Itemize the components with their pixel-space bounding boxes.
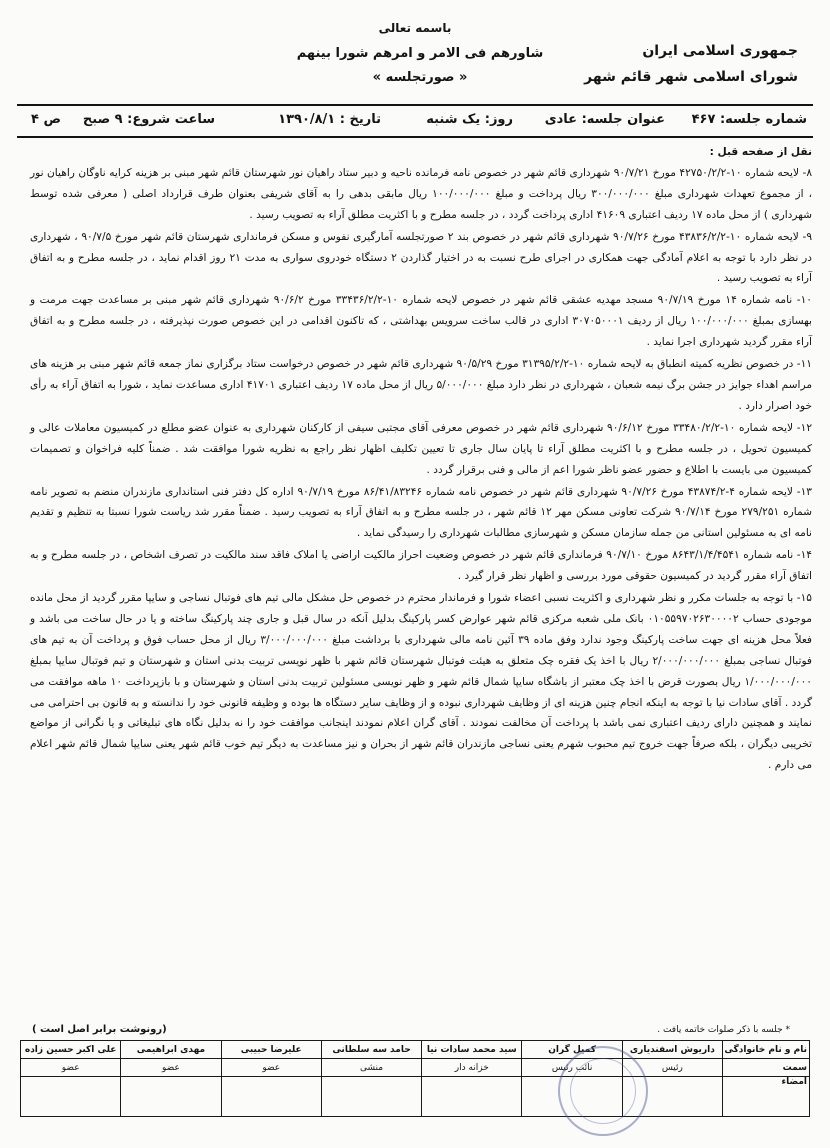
signature-cell bbox=[221, 1077, 321, 1117]
meeting-start-time: ساعت شروع: ۹ صبح bbox=[82, 112, 215, 127]
meeting-number: شماره جلسه: ۴۶۷ bbox=[691, 112, 807, 127]
meeting-day: روز: یک شنبه bbox=[426, 112, 513, 127]
label-name: نام و نام خانوادگی bbox=[723, 1041, 810, 1059]
page-number: ص ۴ bbox=[31, 112, 61, 127]
label-role: سمت bbox=[723, 1059, 810, 1077]
member-name: کمیل گران bbox=[522, 1041, 622, 1059]
item-13: ۱۳- لایحه شماره ۴-۴۳۸۷۴/۲ مورخ ۹۰/۷/۲۶ شهرداری قائم شهر در خصوص نامه شماره ۸۶/۴۱/۸۳۲۴۶ مورخ ۹۰/۷/۱۹ اداره کل دفتر فنی استانداری مازندران منضم به تصویر نامه شماره ۲۷۹/۲۵۱ مورخ ۹۰/۷/۱۴ شرکت تعاونی مسکن مهر ۱۲ قائم شهر ، در جلسه مطرح و به اتفاق آراء به تصویب رسید . ضمناً مقرر شد ریاست شورا نسبتا به تنظیم و تقدیم نامه ای به مسئولین استانی من جمله سازمان مسکن و شهرسازی مطالبات شهرداری را رسیدگی نماید . bbox=[30, 485, 812, 540]
signature-cell bbox=[21, 1077, 121, 1117]
issuer-block bbox=[584, 38, 798, 90]
member-role: عضو bbox=[121, 1059, 221, 1077]
certified-copy-note: (رونوشت برابر اصل است ) bbox=[32, 1024, 167, 1035]
label-sign: امضاء bbox=[723, 1077, 810, 1117]
meeting-subject: عنوان جلسه: عادی bbox=[544, 112, 665, 127]
signature-roles-row bbox=[21, 1059, 810, 1077]
member-name: علی اکبر حسین زاده bbox=[21, 1041, 121, 1059]
bismillah: باسمه تعالی bbox=[378, 21, 452, 35]
country-name: جمهوری اسلامی ایران bbox=[642, 43, 798, 59]
member-name: حامد سه سلطانی bbox=[321, 1041, 421, 1059]
member-role: خزانه دار bbox=[422, 1059, 522, 1077]
signature-table bbox=[20, 1040, 810, 1117]
member-name: علیرضا حبیبی bbox=[221, 1041, 321, 1059]
item-11: ۱۱- در خصوص نظریه کمیته انطباق به لایحه شماره ۱۰-۳۱۳۹۵/۲/۲ مورخ ۹۰/۵/۲۹ شهرداری قائم شهر در خصوص درخواست ستاد برگزاری نماز جمعه قائم شهر مبنی بر هزینه های مراسم اهداء جوایز در جشن برگ نیمه شعبان ، شهرداری در نظر دارد مبلغ ۵/۰۰۰/۰۰۰ ریال از محل ماده ۱۷ ردیف اعتباری ۴۱۷۰۱ اداری مساعدت نماید ، شورا به اتفاق آراء به رأی خود اصرار دارد . bbox=[30, 358, 812, 412]
member-role: منشی bbox=[321, 1059, 421, 1077]
signature-sign-row bbox=[21, 1077, 810, 1117]
item-15: ۱۵- با توجه به جلسات مکرر و نظر شهرداری و اکثریت نسبی اعضاء شورا و فرماندار محترم در خصوص حل مشکل مالی تیم های فوتبال نساجی و سایپا مقرر گردید از محل مانده موجودی حساب ۰۱۰۵۵۹۷۰۲۶۳۰۰۰۰۲ بانک ملی شعبه مرکزی قائم شهر عوارض کسر پارکینگ بدلیل آنکه در سال قبل و جاری چند پارکینگ ساخته و یا در حال ساخت می باشد و فعلاً محل هزینه ای جهت ساخت پارکینگ وجود ندارد وفق ماده ۳۹ آئین نامه مالی شهرداری با برداشت مبلغ ۳/۰۰۰/۰۰۰/۰۰۰ ریال از محل حساب فوق و پرداخت آن به تیم های فوتبال نساجی بمبلغ ۲/۰۰۰/۰۰۰/۰۰۰ ریال با اخذ یک فقره چک متعلق به هیئت فوتبال شهرستان قائم شهر با ظهر نویسی تربیت بدنی استان و شهرستان و تیم فوتبال سایپا بمبلغ ۱/۰۰۰/۰۰۰/۰۰۰ ریال بصورت قرض با اخذ چک معتبر از باشگاه سایپا شمال قائم شهر و ظهر نویسی مسئولین تربیت بدنی استان و شهرستان و با بازپرداخت ۱۰ ماهه موافقت می گردد . آقای سادات نیا با توجه به اینکه انجام چنین هزینه ای از وظایف شهرداری نبوده و از وظایف سایر دستگاه ها بوده و وظیفه قانونی خود را ندانسته و به قانون بی احترامی می نمایند و همچنین دارای ردیف اعتباری نمی باشد با پرداخت آن مخالفت نمودند . آقای گران اعلام نمودند اینجانب موافقت خود را نه بدلیل نگاه های تبلیغاتی و یا نگرانی از مواضع تخریبی دیگران ، بلکه صرفاً جهت خروج تیم محبوب شهرم یعنی نساجی مازندران قائم شهر از بحران و نیز مساعدت به دیگر تیم خوب قائم شهر یعنی سایپا شمال قائم شهر اعلام می دارم . bbox=[30, 592, 812, 772]
closing-note: * جلسه با ذکر صلوات خاتمه یافت . bbox=[657, 1025, 790, 1035]
member-role: عضو bbox=[221, 1059, 321, 1077]
signature-names-row bbox=[21, 1041, 810, 1059]
item-9: ۹- لایحه شماره ۱۰-۴۳۸۳۶/۲/۲ مورخ ۹۰/۷/۲۶ شهرداری قائم شهر در خصوص بند ۲ صورتجلسه آمارگیری نفوس و مسکن فرمانداری شهرستان قائم شهر مورخ ۹۰/۷/۵ ، شهرداری در نظر دارد با توجه به اعلام آمادگی جهت همکاری در اجرای طرح نسبت به در اختیار گذاردن ۲ دستگاه خودروی سواری به مدت ۲۱ روز اقدام نماید ، در جلسه مطرح و به اتفاق آراء به تصویب رسید . bbox=[30, 230, 813, 285]
minutes-body bbox=[30, 142, 812, 777]
member-name: داریوش اسفندیاری bbox=[622, 1041, 722, 1059]
council-name: شورای اسلامی شهر قائم شهر bbox=[584, 69, 798, 85]
member-role: نائب رئیس bbox=[522, 1059, 622, 1077]
member-name: مهدی ابراهیمی bbox=[121, 1041, 221, 1059]
item-14: ۱۴- نامه شماره ۸۶۴۳/۱/۴/۴۵۴۱ مورخ ۹۰/۷/۱۰ فرمانداری قائم شهر در خصوص وضعیت احراز مالکیت اراضی یا املاک فاقد سند مالکیت در تصرف اشخاص ، در جلسه مطرح و به اتفاق آراء مقرر گردید در کمیسیون حقوقی مورد بررسی و اظهار نظر قرار گیرد . bbox=[30, 549, 812, 583]
member-role: رئیس bbox=[622, 1059, 722, 1077]
meeting-info-bar bbox=[17, 104, 813, 138]
item-12: ۱۲- لایحه شماره ۱۰-۳۳۴۸۰/۲/۲ مورخ ۹۰/۶/۱۲ شهرداری قائم شهر در خصوص معرفی آقای مجتبی سیفی از کارکنان شهرداری به عنوان عضو مطلع در کمیسیون معاملات عالی و کمیسیون تحویل ، در جلسه مطرح و با اکثریت مطلق آراء تا پایان سال جاری تا تعیین تکلیف اظهار نظر راجع به نظریه شورا موافقت شد . ضمناً کلیه فراخوان و تصمیمات کمیسیون می بایست با اطلاع و حضور عضو ناظر شورا اعم از مالی و فنی برقرار گردد . bbox=[30, 421, 813, 476]
item-8: ۸- لایحه شماره ۱۰-۴۲۷۵۰/۲/۲ مورخ ۹۰/۷/۲۱ شهرداری قائم شهر در خصوص نامه فرمانده ناحیه و دبیر ستاد راهیان نور شهرستان قائم شهر مبنی بر هزینه کرایه ناوگان راهیان نور ، از مجموع تعهدات شهرداری مبلغ ۳۰۰/۰۰۰/۰۰۰ ریال پرداخت و مبلغ ۱۰۰/۰۰۰/۰۰۰ ریال مابقی بدهی را به آقای شریفی بعنوان طرف قرارداد اصلی ( معرفی شده توسط شهرداری ) از محل ماده ۱۷ ردیف اعتباری ۴۱۶۰۹ اداری پرداخت گردد ، در جلسه مطرح و با اکثریت مطلق آراء به تصویب رسید . bbox=[30, 166, 813, 221]
signature-cell bbox=[321, 1077, 421, 1117]
item-10: ۱۰- نامه شماره ۱۴ مورخ ۹۰/۷/۱۹ مسجد مهدیه عشقی قائم شهر در خصوص لایحه شماره ۱۰-۳۳۴۳۶/۲/۲ مورخ ۹۰/۶/۲ شهرداری قائم شهر مبنی بر مساعدت جهت مرمت و بهسازی بمبلغ ۱۰۰/۰۰۰/۰۰۰ ریال از ردیف ۳۰۷۰۵۰۰۰۱ اداری در قالب ساخت سرویس بهداشتی ، که تاکنون اقدامی در این خصوص صورت نپذیرفته ، در جلسه مطرح و به اتفاق آراء مقرر گردید شهرداری اجرا نماید . bbox=[30, 294, 812, 349]
signature-cell bbox=[121, 1077, 221, 1117]
document-title: « صورتجلسه » bbox=[372, 70, 468, 85]
member-role: عضو bbox=[21, 1059, 121, 1077]
member-name: سید محمد سادات نیا bbox=[422, 1041, 522, 1059]
quran-verse: شاورهم فی الامر و امرهم شورا بینهم bbox=[296, 46, 544, 61]
title-block bbox=[270, 42, 570, 90]
meeting-date: تاریخ : ۱۳۹۰/۸/۱ bbox=[278, 112, 381, 127]
council-seal-icon bbox=[558, 1046, 648, 1136]
signature-cell bbox=[422, 1077, 522, 1117]
continued-note: نقل از صفحه قبل : bbox=[709, 146, 812, 158]
